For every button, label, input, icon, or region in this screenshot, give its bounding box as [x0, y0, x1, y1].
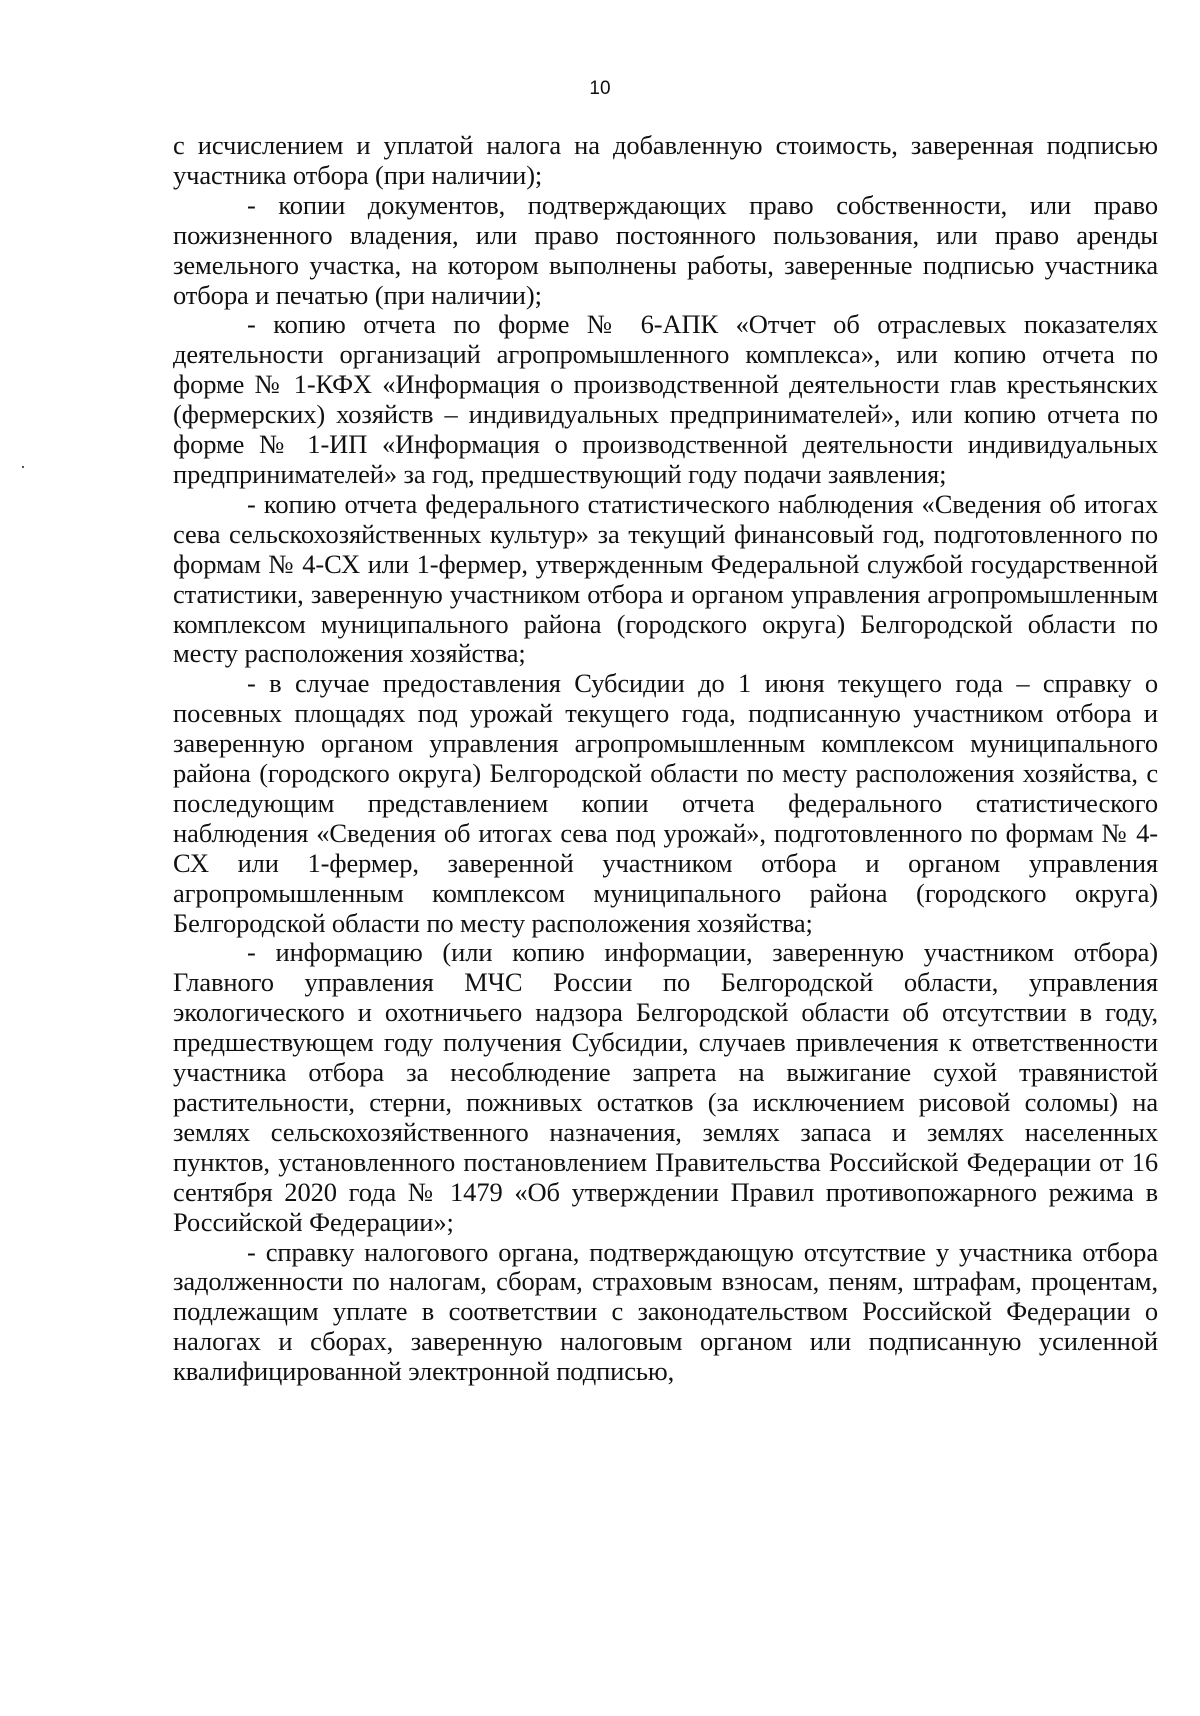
paragraph-mchs-information: - информацию (или копию информации, заверенную участником отбора) Главного управления МЧС России по Белгородской области, управления экологического и охотничьего надзора Белгородской области об отсутствии в году, предшествующем году получения Субсидии, случаев привлечения к ответственности участника отбора за несоблюдение запрета на выжигание сухой травянистой растительности, стерни, пожнивых остатков (за исключением рисовой соломы) на землях сельскохозяйственного назначения, землях запаса и землях населенных пунктов, установленного постановлением Правительства Российской Федерации от 16 сентября 2020 года № 1479 «Об утверждении Правил противопожарного режима в Российской Федерации»;	[173, 937, 1158, 1237]
paragraph-land-documents: - копии документов, подтверждающих право собственности, или право пожизненного владения, или право постоянного пользования, или право аренды земельного участка, на котором выполнены работы, заверенные подписью участника отбора и печатью (при наличии);	[173, 189, 1158, 310]
paragraph-sown-area-certificate: - в случае предоставления Субсидии до 1 июня текущего года – справку о посевных площадях под урожай текущего года, подписанную участником отбора и заверенную органом управления агропромышленным комплексом муниципального района (городского округа) Белгородской области по месту расположения хозяйства, с последующим представлением копии отчета федерального статистического наблюдения «Сведения об итогах сева под урожай», подготовленного по формам № 4-СХ или 1-фермер, заверенной участником отбора и органом управления агропромышленным комплексом муниципального района (городского округа) Белгородской области по месту расположения хозяйства;	[173, 668, 1158, 938]
paragraph-tax-certificate: - справку налогового органа, подтверждающую отсутствие у участника отбора задолженности по налогам, сборам, страховым взносам, пеням, штрафам, процентам, подлежащим уплате в соответствии с законодательством Российской Федерации о налогах и сборах, заверенную налоговым органом или подписанную усиленной квалифицированной электронной подписью,	[173, 1236, 1158, 1387]
paragraph-continuation: с исчислением и уплатой налога на добавленную стоимость, заверенная подписью участника отбора (при наличии);	[173, 130, 1158, 190]
paragraph-sowing-report: - копию отчета федерального статистического наблюдения «Сведения об итогах сева сельскохозяйственных культур» за текущий финансовый год, подготовленного по формам № 4-СХ или 1-фермер, утвержденным Федеральной службой государственной статистики, заверенную участником отбора и органом управления агропромышленным комплексом муниципального района (городского округа) Белгородской области по месту расположения хозяйства;	[173, 488, 1158, 669]
page-number: 10	[589, 78, 611, 99]
paragraph-apk-report: - копию отчета по форме № 6-АПК «Отчет об отраслевых показателях деятельности организаций агропромышленного комплекса», или копию отчета по форме № 1-КФХ «Информация о производственной деятельности глав крестьянских (фермерских) хозяйств – индивидуальных предпринимателей», или копию отчета по форме № 1-ИП «Информация о производственной деятельности индивидуальных предпринимателей» за год, предшествующий году подачи заявления;	[173, 309, 1158, 489]
document-body	[173, 131, 1158, 1387]
scan-speck	[22, 466, 24, 468]
